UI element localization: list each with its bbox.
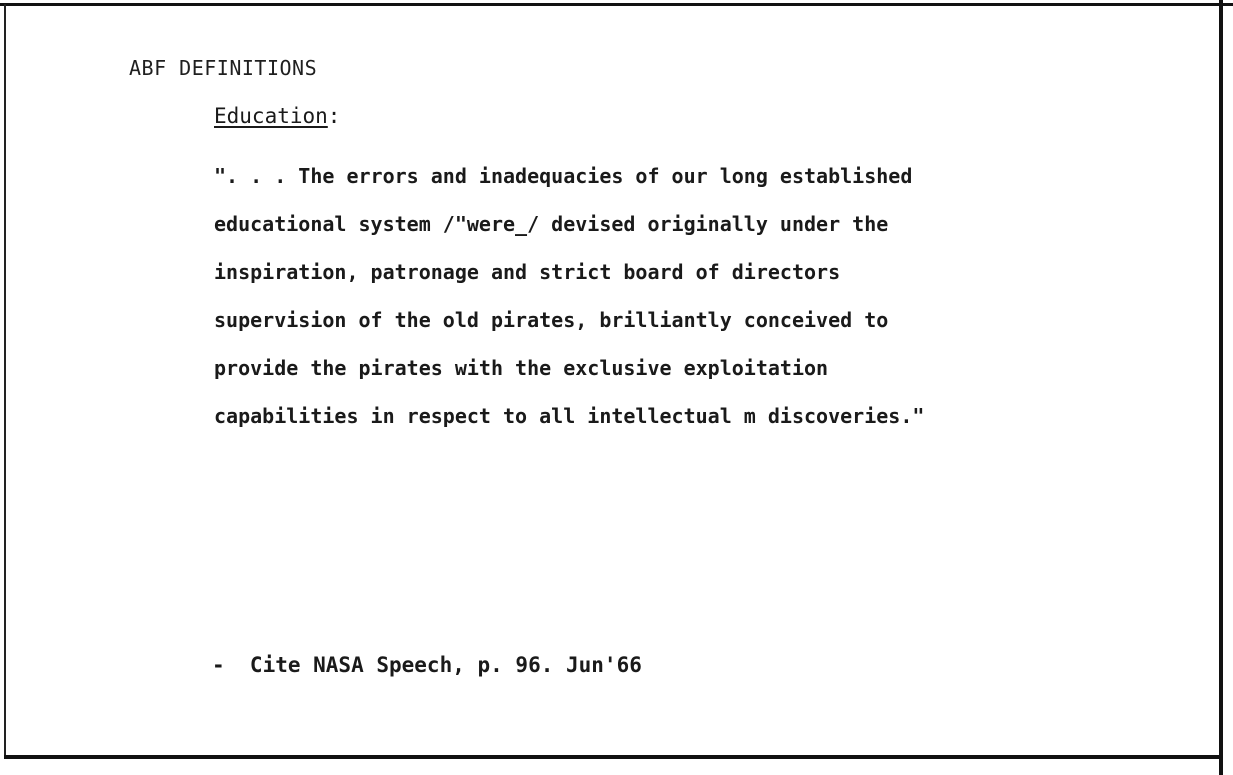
- quote-line: provide the pirates with the exclusive exploitation: [214, 356, 829, 380]
- card-border-left: [4, 4, 6, 759]
- quote-line: educational system /"were_/ devised originally under the: [214, 212, 889, 236]
- document-heading: ABF DEFINITIONS: [129, 56, 318, 80]
- quote-line: supervision of the old pirates, brilliantly conceived to: [214, 308, 889, 332]
- card-border-top: [0, 3, 1233, 6]
- quote-line: capabilities in respect to all intellectual m discoveries.": [214, 404, 925, 428]
- quote-line: ". . . The errors and inadequacies of our long established: [214, 164, 913, 188]
- citation: - Cite NASA Speech, p. 96. Jun'66: [212, 653, 642, 677]
- section-title: [214, 104, 340, 128]
- section-title-text: Education: [214, 104, 328, 128]
- quote-block: [214, 152, 924, 440]
- card-border-right: [1219, 0, 1223, 775]
- quote-line: inspiration, patronage and strict board of directors: [214, 260, 841, 284]
- card-border-bottom: [4, 755, 1223, 759]
- section-title-colon: :: [327, 104, 341, 128]
